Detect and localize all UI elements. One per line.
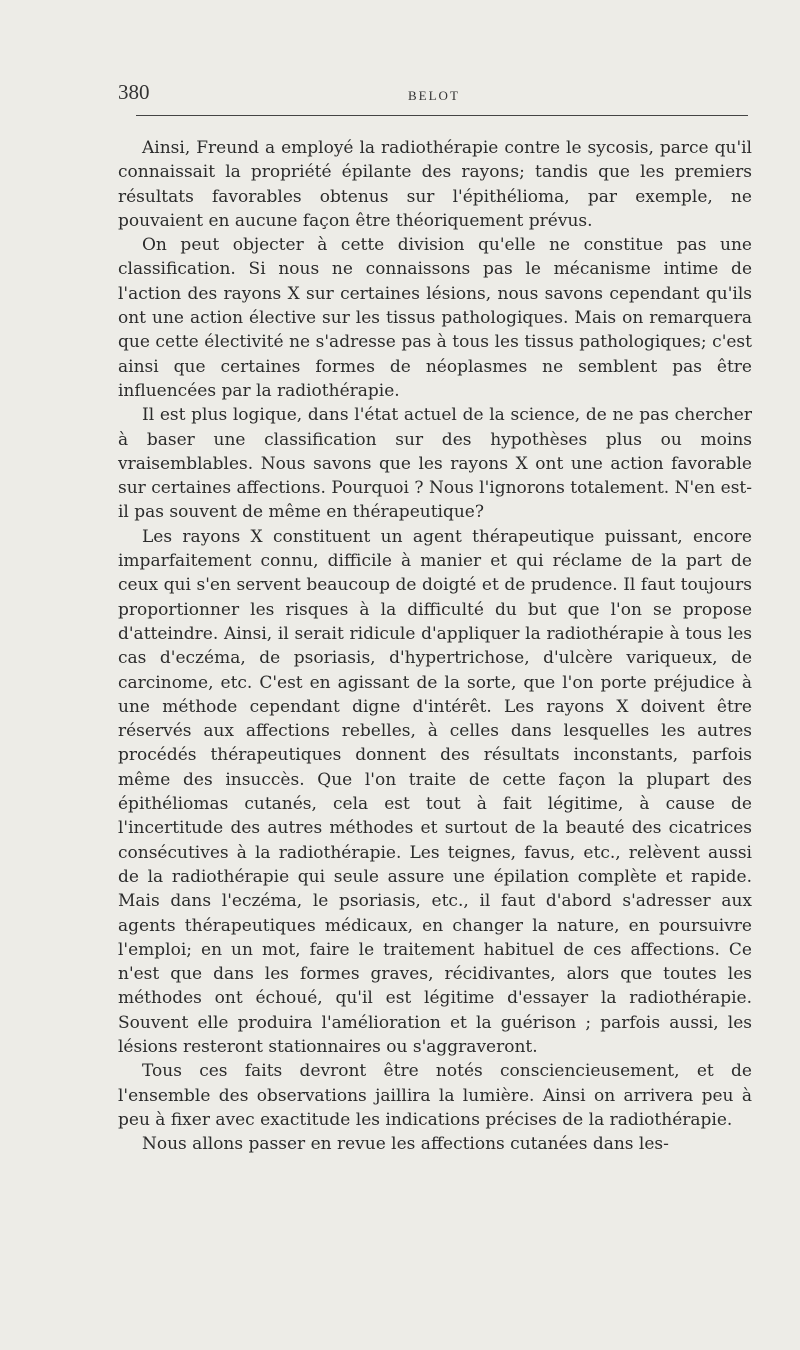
paragraph: Il est plus logique, dans l'état actuel de la science, de ne pas chercher à baser une classification sur des hypothèses plus ou moins vraisemblables. Nous savons que les rayons X ont une action favorable sur certaines affections. Pourquoi ? Nous l'ignorons totalement. N'en est-il pas souvent de même en thérapeutique? (118, 405, 752, 523)
page-number: 380 (118, 80, 150, 104)
body-text (118, 136, 752, 1156)
paragraph: Les rayons X constituent un agent thérapeutique puissant, encore imparfaitement connu, difficile à manier et qui réclame de la part de ceux qui s'en servent beaucoup de doigté et de prudence. Il faut toujours proportionner les risques à la difficulté du but que l'on se propose d'atteindre. Ainsi, il serait ridicule d'appliquer la radiothérapie à tous les cas d'eczéma, de psoriasis, d'hypertrichose, d'ulcère variqueux, de carcinome, etc. C'est en agissant de la sorte, que l'on porte préjudice à une méthode cependant digne d'intérêt. Les rayons X doivent être réservés aux affections rebelles, à celles dans lesquelles les autres procédés thérapeutiques donnent des résultats inconstants, parfois même des insuccès. Que l'on traite de cette façon la plupart des épithéliomas cutanés, cela est tout à fait légitime, à cause de l'incertitude des autres méthodes et surtout de la beauté des cicatrices consécutives à la radiothérapie. Les teignes, favus, etc., relèvent aussi de la radiothérapie qui seule assure une épilation complète et rapide. Mais dans l'eczéma, le psoriasis, etc., il faut d'abord s'adresser aux agents thérapeutiques médicaux, en changer la nature, en poursuivre l'emploi; en un mot, faire le traitement habituel de ces affections. Ce n'est que dans les formes graves, récidivantes, alors que toutes les méthodes ont échoué, qu'il est légitime d'essayer la radiothérapie. Souvent elle produira l'amélioration et la guérison ; parfois aussi, les lésions resteront stationnaires ou s'aggraveront. (118, 526, 752, 1057)
paragraph: Nous allons passer en revue les affections cutanées dans les- (142, 1134, 669, 1155)
page-header (118, 80, 748, 106)
paragraph: Ainsi, Freund a employé la radiothérapie contre le sycosis, parce qu'il connaissait la propriété épilante des rayons; tandis que les premiers résultats favorables obtenus sur l'épithélioma, par exemple, ne pouvaient en aucune façon être théoriquement prévus. (118, 138, 752, 231)
header-rule (136, 115, 748, 116)
paragraph: On peut objecter à cette division qu'elle ne constitue pas une classification. Si nous ne connaissons pas le mécanisme intime de l'action des rayons X sur certaines lésions, nous savons cependant qu'ils ont une action élective sur les tissus pathologiques. Mais on remarquera que cette électivité ne s'adresse pas à tous les tissus pathologiques; c'est ainsi que certaines formes de néoplasmes ne semblent pas être influencées par la radiothérapie. (118, 235, 752, 401)
running-head: BELOT (408, 88, 460, 103)
paragraph: Tous ces faits devront être notés consciencieusement, et de l'ensemble des observations jaillira la lumière. Ainsi on arrivera peu à peu à fixer avec exactitude les indications précises de la radiothérapie. (118, 1061, 752, 1130)
